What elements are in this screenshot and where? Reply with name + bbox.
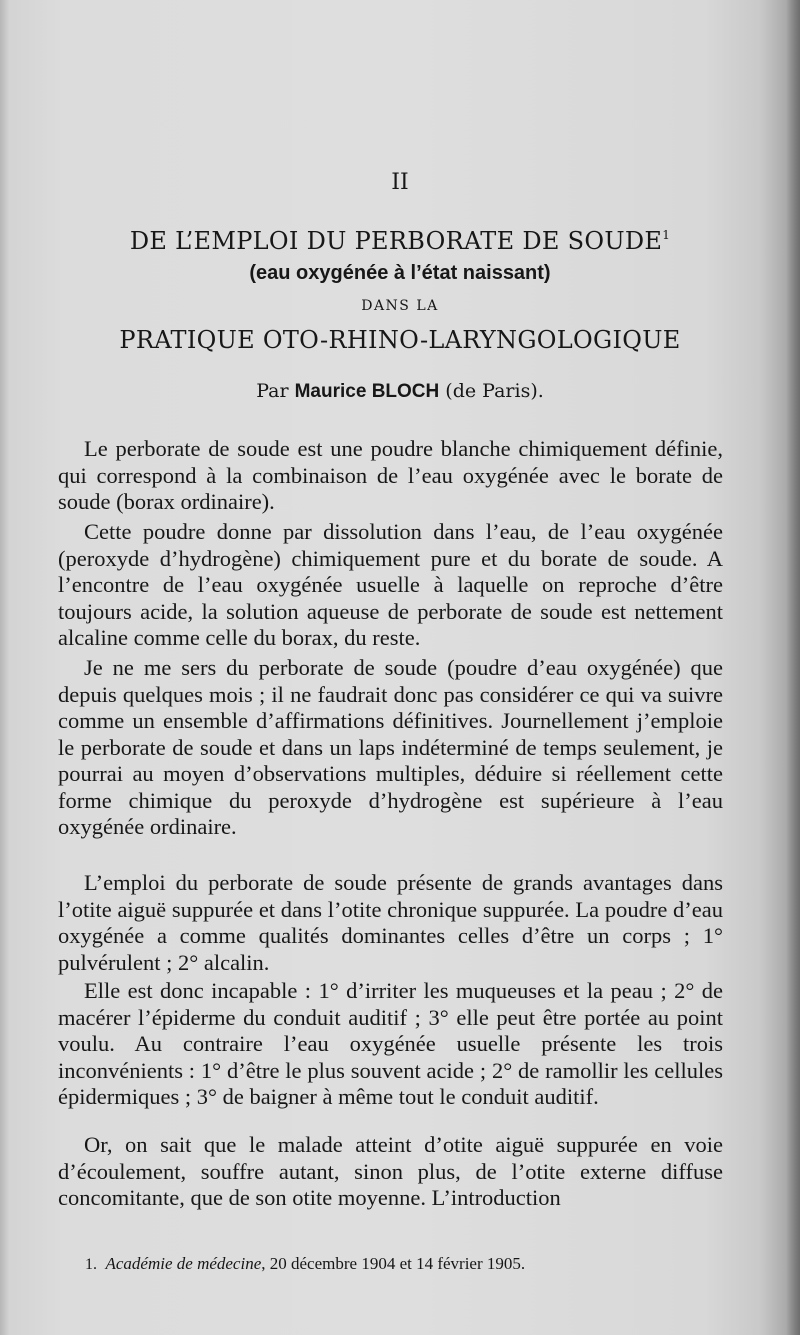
paragraph-3: Je ne me sers du perborate de soude (poudre d’eau oxygénée) que depuis quelques mois ; il ne faudrait donc pas considérer ce qui va suivre comme un ensemble d’affirmations définitives. Journellement j’emploie le perborate de soude et dans un laps indéterminé de temps seulement, je pourrai au moyen d’observations multiples, déduire si réellement cette forme chimique du peroxyde d’hydrogène est supérieure à l’eau oxygénée ordinaire. bbox=[58, 655, 723, 839]
title-connector: DANS LA bbox=[361, 298, 439, 314]
author-prefix: Par bbox=[256, 380, 289, 402]
page-gutter-shadow bbox=[786, 0, 800, 1335]
paragraph-5: Elle est donc incapable : 1° d’irriter les muqueuses et la peau ; 2° de macérer l’épiderme du conduit auditif ; 3° elle peut être portée au point voulu. Au contraire l’eau oxygénée usuelle présente les trois inconvénients : 1° d’être le plus souvent acide ; 2° de ramollir les cellules épidermiques ; 3° de baigner à même tout le conduit auditif. bbox=[58, 978, 723, 1109]
paragraph-6: Or, on sait que le malade atteint d’otite aiguë suppurée en voie d’écoulement, souffre autant, sinon plus, de l’otite externe diffuse concomitante, que de son otite moyenne. L’introduction bbox=[58, 1132, 723, 1210]
footnote-reference: 1 bbox=[662, 228, 671, 242]
footnote-journal: Académie de médecine bbox=[105, 1254, 262, 1273]
author-name: Maurice BLOCH bbox=[294, 381, 440, 402]
footnote-number: 1. bbox=[85, 1256, 97, 1273]
footnote-dates: , 20 décembre 1904 et 14 février 1905. bbox=[261, 1254, 526, 1273]
article-title-text: DE L’EMPLOI DU PERBORATE DE SOUDE bbox=[129, 227, 663, 255]
section-number: II bbox=[391, 170, 409, 195]
article-title-continued: PRATIQUE OTO-RHINO-LARYNGOLOGIQUE bbox=[119, 326, 681, 354]
paragraph-1: Le perborate de soude est une poudre blanche chimiquement définie, qui correspond à la combinaison de l’eau oxygénée avec le borate de soude (borax ordinaire). bbox=[58, 436, 723, 514]
author-line bbox=[0, 380, 800, 403]
paragraph-2: Cette poudre donne par dissolution dans l’eau, de l’eau oxygénée (peroxyde d’hydrogène) chimiquement pure et du borate de soude. A l’encontre de l’eau oxygénée usuelle à laquelle on reproche d’être toujours acide, la solution aqueuse de perborate de soude est nettement alcaline comme celle du borax, du reste. bbox=[58, 519, 723, 650]
footnote bbox=[85, 1254, 735, 1274]
article-subtitle: (eau oxygénée à l’état naissant) bbox=[249, 262, 551, 284]
article-title bbox=[0, 227, 800, 255]
paragraph-4: L’emploi du perborate de soude présente de grands avantages dans l’otite aiguë suppurée et dans l’otite chronique suppurée. La poudre d’eau oxygénée a comme qualités dominantes celles d’être un corps ; 1° pulvérulent ; 2° alcalin. bbox=[58, 870, 723, 975]
page-left-margin-shadow bbox=[0, 0, 10, 1335]
author-origin: (de Paris). bbox=[445, 380, 544, 402]
